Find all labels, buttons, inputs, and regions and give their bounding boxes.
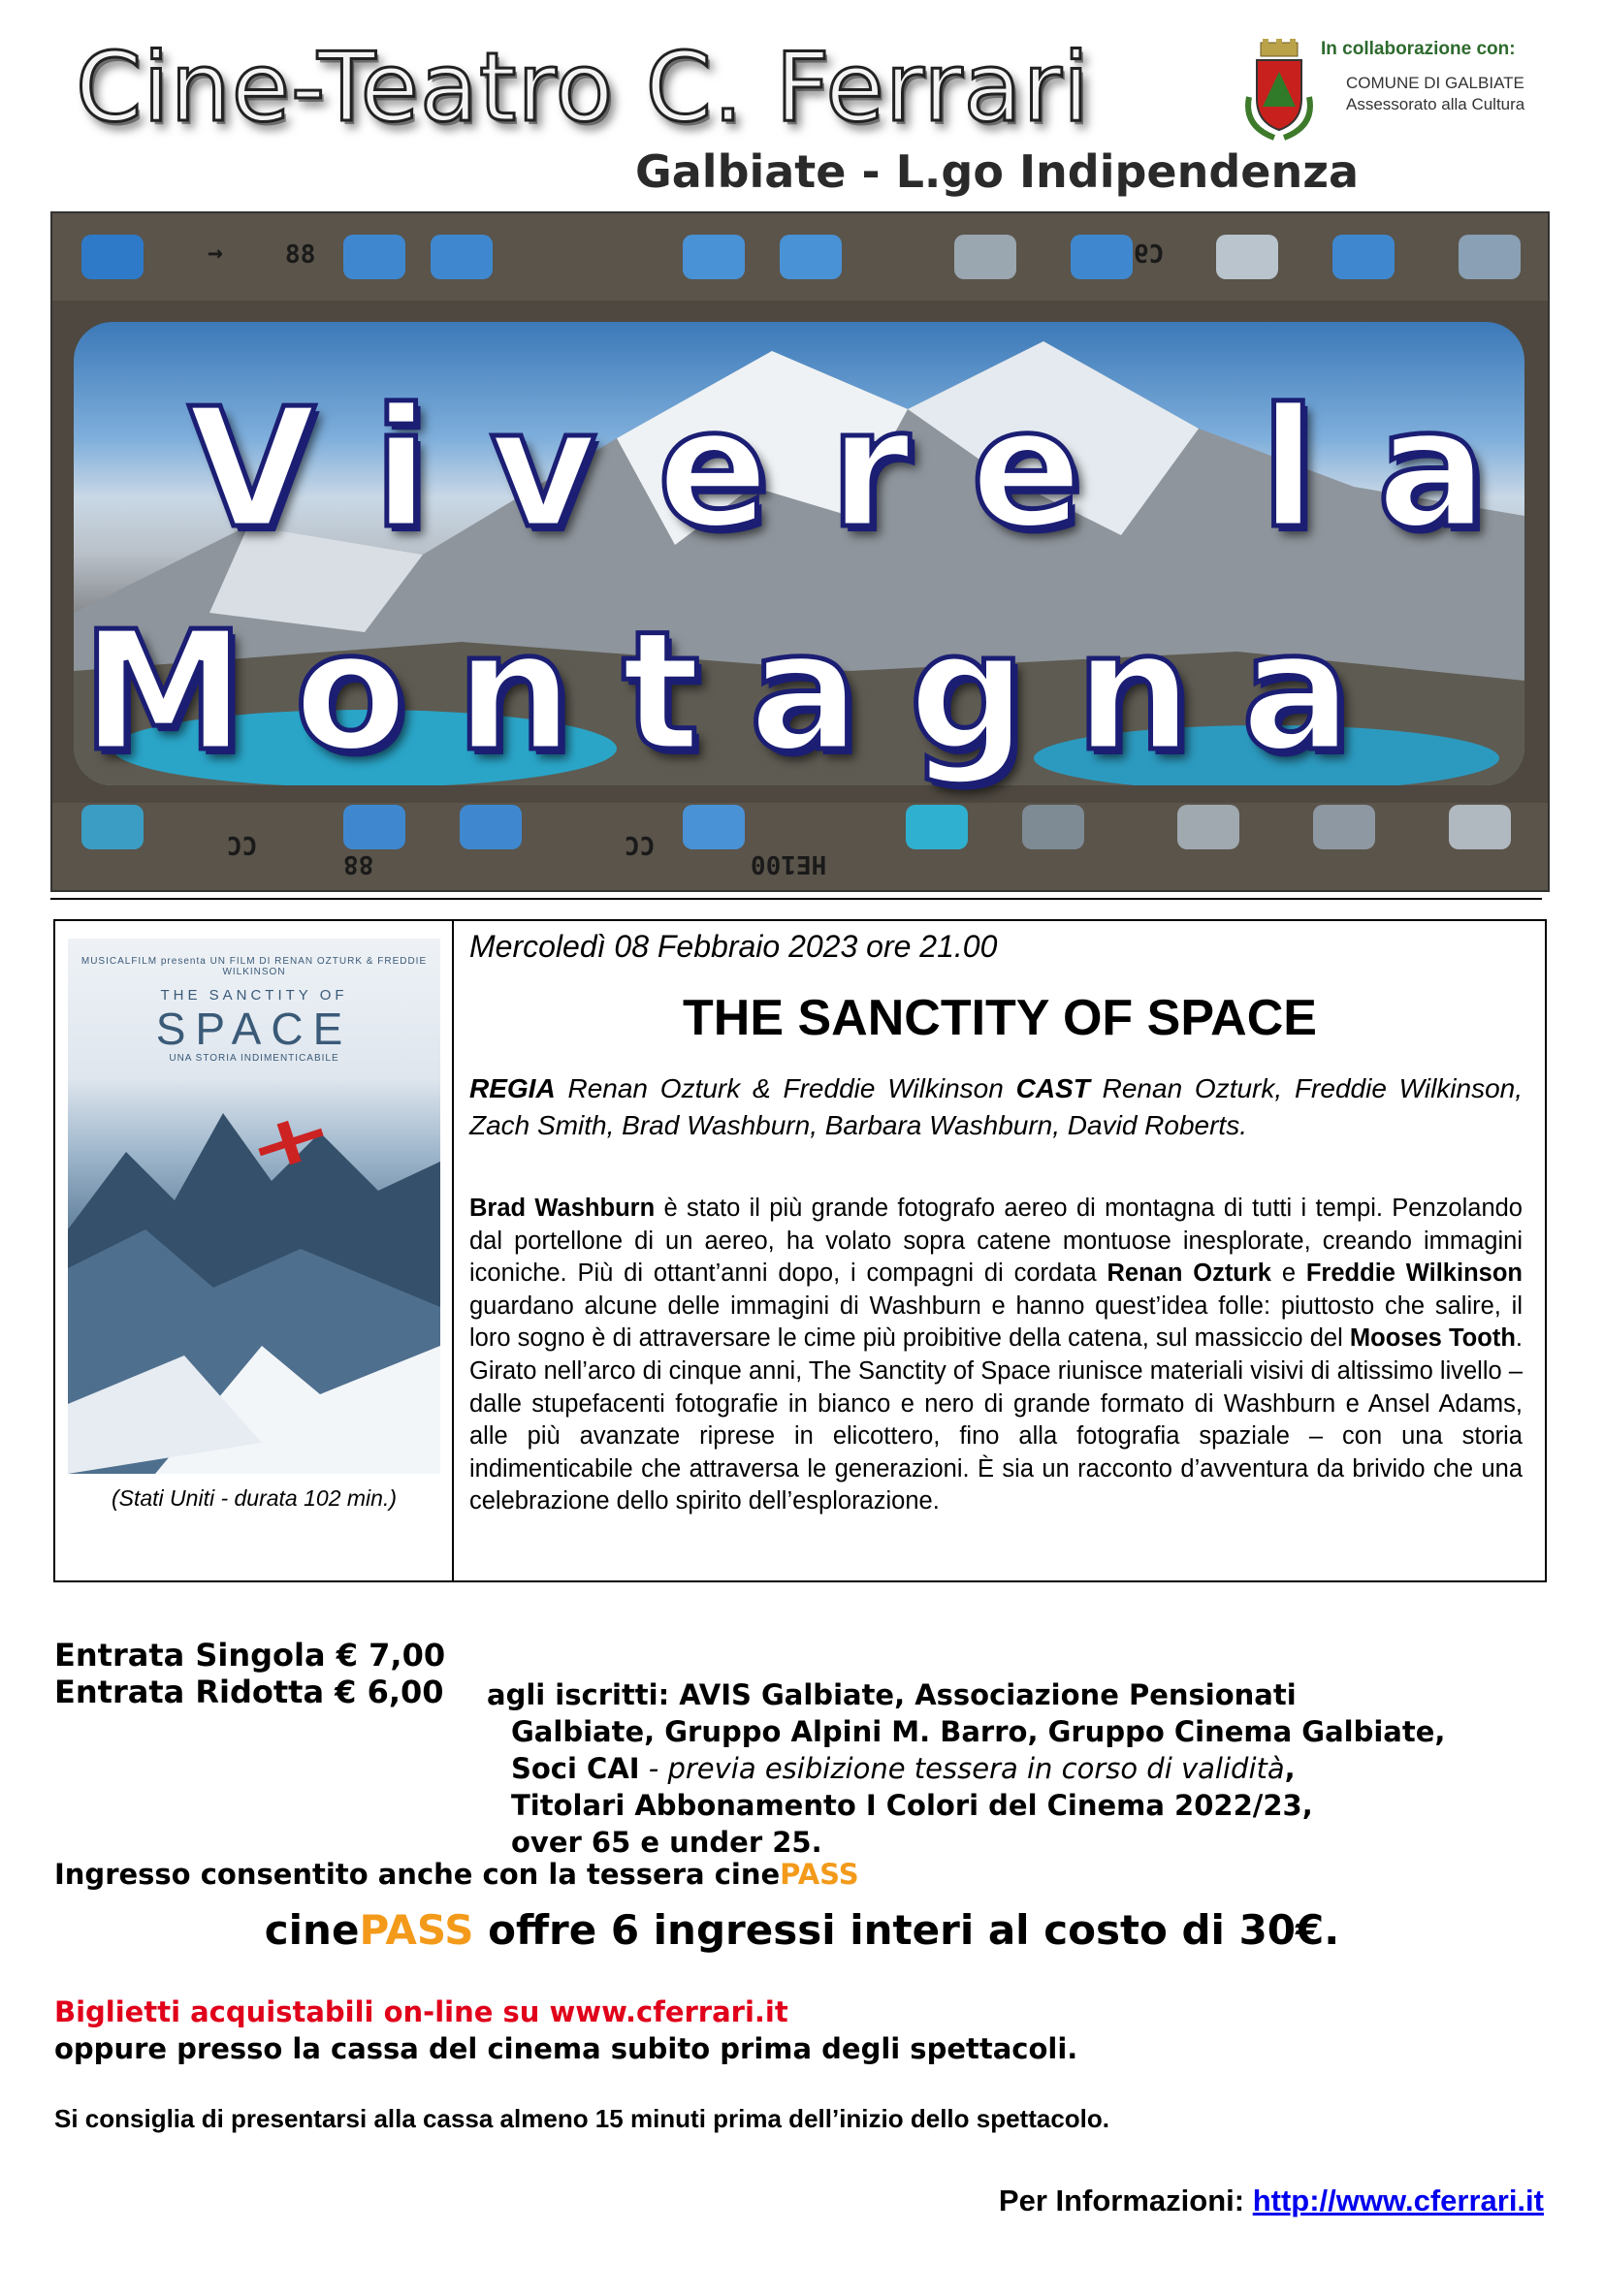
synopsis-text: e: [1271, 1260, 1306, 1288]
reduced-eligibility-line2: Galbiate, Gruppo Alpini M. Barro, Gruppo Cinema Galbiate,: [511, 1715, 1446, 1748]
frame-code: C9: [1134, 240, 1165, 270]
frame-arrow-icon: →: [208, 239, 223, 268]
synopsis-bold: Renan Ozturk: [1107, 1260, 1271, 1288]
cinepass-pass: PASS: [359, 1906, 474, 1954]
synopsis-text: . Girato nell’arco di cinque anni, The Sanctity of Space riunisce materiali visivi di altissimo livello – dalle stupefacenti fotografie in bianco e nero di grande formato di Washburn e Ansel Adams, alle più avanzate riprese in elicottero, fino alla fotografia spaziale – con una storia indimenticabile che attraversa le generazioni. È sia un racconto d’avventura da brivido che una celebrazione dello spirito dell’esplorazione.: [469, 1324, 1523, 1515]
website-link[interactable]: http://www.cferrari.it: [1252, 2184, 1544, 2217]
column-divider: [452, 919, 454, 1582]
tickets-online-note: Biglietti acquistabili on-line su www.cferrari.it: [54, 1995, 788, 2028]
cinema-location: Galbiate - L.go Indipendenza: [635, 145, 1360, 198]
poster-credit: MUSICALFILM presenta UN FILM DI RENAN OZTURK & FREDDIE WILKINSON: [80, 956, 428, 977]
synopsis-text: guardano alcune delle immagini di Washburn e hanno quest’idea folle: piuttosto che salire, il loro sogno è di attraversare le cime più proibitive della catena, sul massiccio del: [469, 1292, 1523, 1353]
film-title: THE SANCTITY OF SPACE: [683, 990, 1317, 1046]
frame-code: CC: [625, 830, 656, 859]
reduced-eligibility-line3: [511, 1750, 1578, 1787]
film-credits: [469, 1070, 1523, 1144]
frame-code: CC: [227, 830, 258, 859]
film-origin-duration: (Stati Uniti - durata 102 min.): [111, 1485, 397, 1511]
price-single: Entrata Singola € 7,00: [54, 1637, 446, 1674]
reduced-eligibility-line5: over 65 e under 25.: [511, 1826, 822, 1859]
tickets-box-office-note: oppure presso la cassa del cinema subito prima degli spettacoli.: [54, 2032, 1078, 2065]
collaboration-label: In collaborazione con:: [1321, 39, 1516, 59]
cinepass-cine: cine: [264, 1906, 360, 1954]
frame-code: HE100: [751, 849, 827, 878]
frame-code: 88: [285, 240, 316, 270]
frame-code: 88: [343, 849, 374, 878]
cast-names: Renan Ozturk, Freddie Wilkinson, Zach Smith, Brad Washburn, Barbara Washburn, David Roberts.: [469, 1073, 1524, 1140]
screening-date: Mercoledì 08 Febbraio 2023 ore 21.00: [469, 929, 998, 964]
film-strip-banner: [50, 211, 1550, 892]
coat-of-arms-icon: [1239, 39, 1319, 142]
comune-name: COMUNE DI GALBIATE: [1346, 74, 1524, 92]
synopsis-text: è stato il più grande fotografo aereo di montagna di tutti i tempi. Penzolando dal portellone di un aereo, ha volato sopra catene montuose inesplorate, creando immagini iconiche. Più di ottant’anni dopo, i compagni di cordata: [469, 1195, 1523, 1288]
arrival-advice: Si consiglia di presentarsi alla cassa almeno 15 minuti prima dell’inizio dello spettacolo.: [54, 2104, 1110, 2133]
pass-word: PASS: [780, 1858, 859, 1891]
divider: [50, 898, 1542, 900]
synopsis-bold: Brad Washburn: [469, 1195, 656, 1222]
reduced-eligibility-line1: agli iscritti: AVIS Galbiate, Associazione Pensionati: [487, 1678, 1297, 1711]
soci-cai: Soci CAI: [511, 1752, 640, 1785]
banner-title-line1: Vivere la: [188, 373, 1549, 565]
info-footer: [999, 2184, 1544, 2218]
poster-title-large: SPACE: [155, 1004, 353, 1054]
cinepass-text: offre 6 ingressi interi al costo di 30€.: [473, 1906, 1340, 1954]
synopsis-bold: Mooses Tooth: [1349, 1324, 1516, 1353]
director-names: Renan Ozturk & Freddie Wilkinson: [567, 1073, 1004, 1103]
poster-tagline: UNA STORIA INDIMENTICABILE: [169, 1053, 339, 1064]
film-synopsis: [469, 1193, 1523, 1518]
info-label: Per Informazioni:: [998, 2184, 1253, 2217]
cinema-title: Cine-Teatro C. Ferrari: [76, 33, 1091, 144]
cinepass-access-note: [54, 1858, 859, 1891]
comune-department: Assessorato alla Cultura: [1346, 95, 1525, 113]
cast-label: CAST: [1015, 1073, 1090, 1103]
validity-note: - previa esibizione tessera in corso di validità: [639, 1752, 1285, 1785]
banner-title-line2: Montagna: [81, 596, 1401, 788]
punctuation: ,: [1284, 1752, 1296, 1785]
film-poster: [68, 939, 440, 1474]
access-text: Ingresso consentito anche con la tessera cine: [54, 1858, 781, 1891]
poster-title-small: THE SANCTITY OF: [160, 987, 348, 1004]
reduced-eligibility-line4: Titolari Abbonamento I Colori del Cinema 2022/23,: [511, 1789, 1313, 1822]
regia-label: REGIA: [469, 1073, 556, 1103]
cinepass-offer: [0, 1906, 1604, 1954]
price-reduced: Entrata Ridotta € 6,00: [54, 1674, 444, 1710]
synopsis-bold: Freddie Wilkinson: [1305, 1260, 1523, 1288]
